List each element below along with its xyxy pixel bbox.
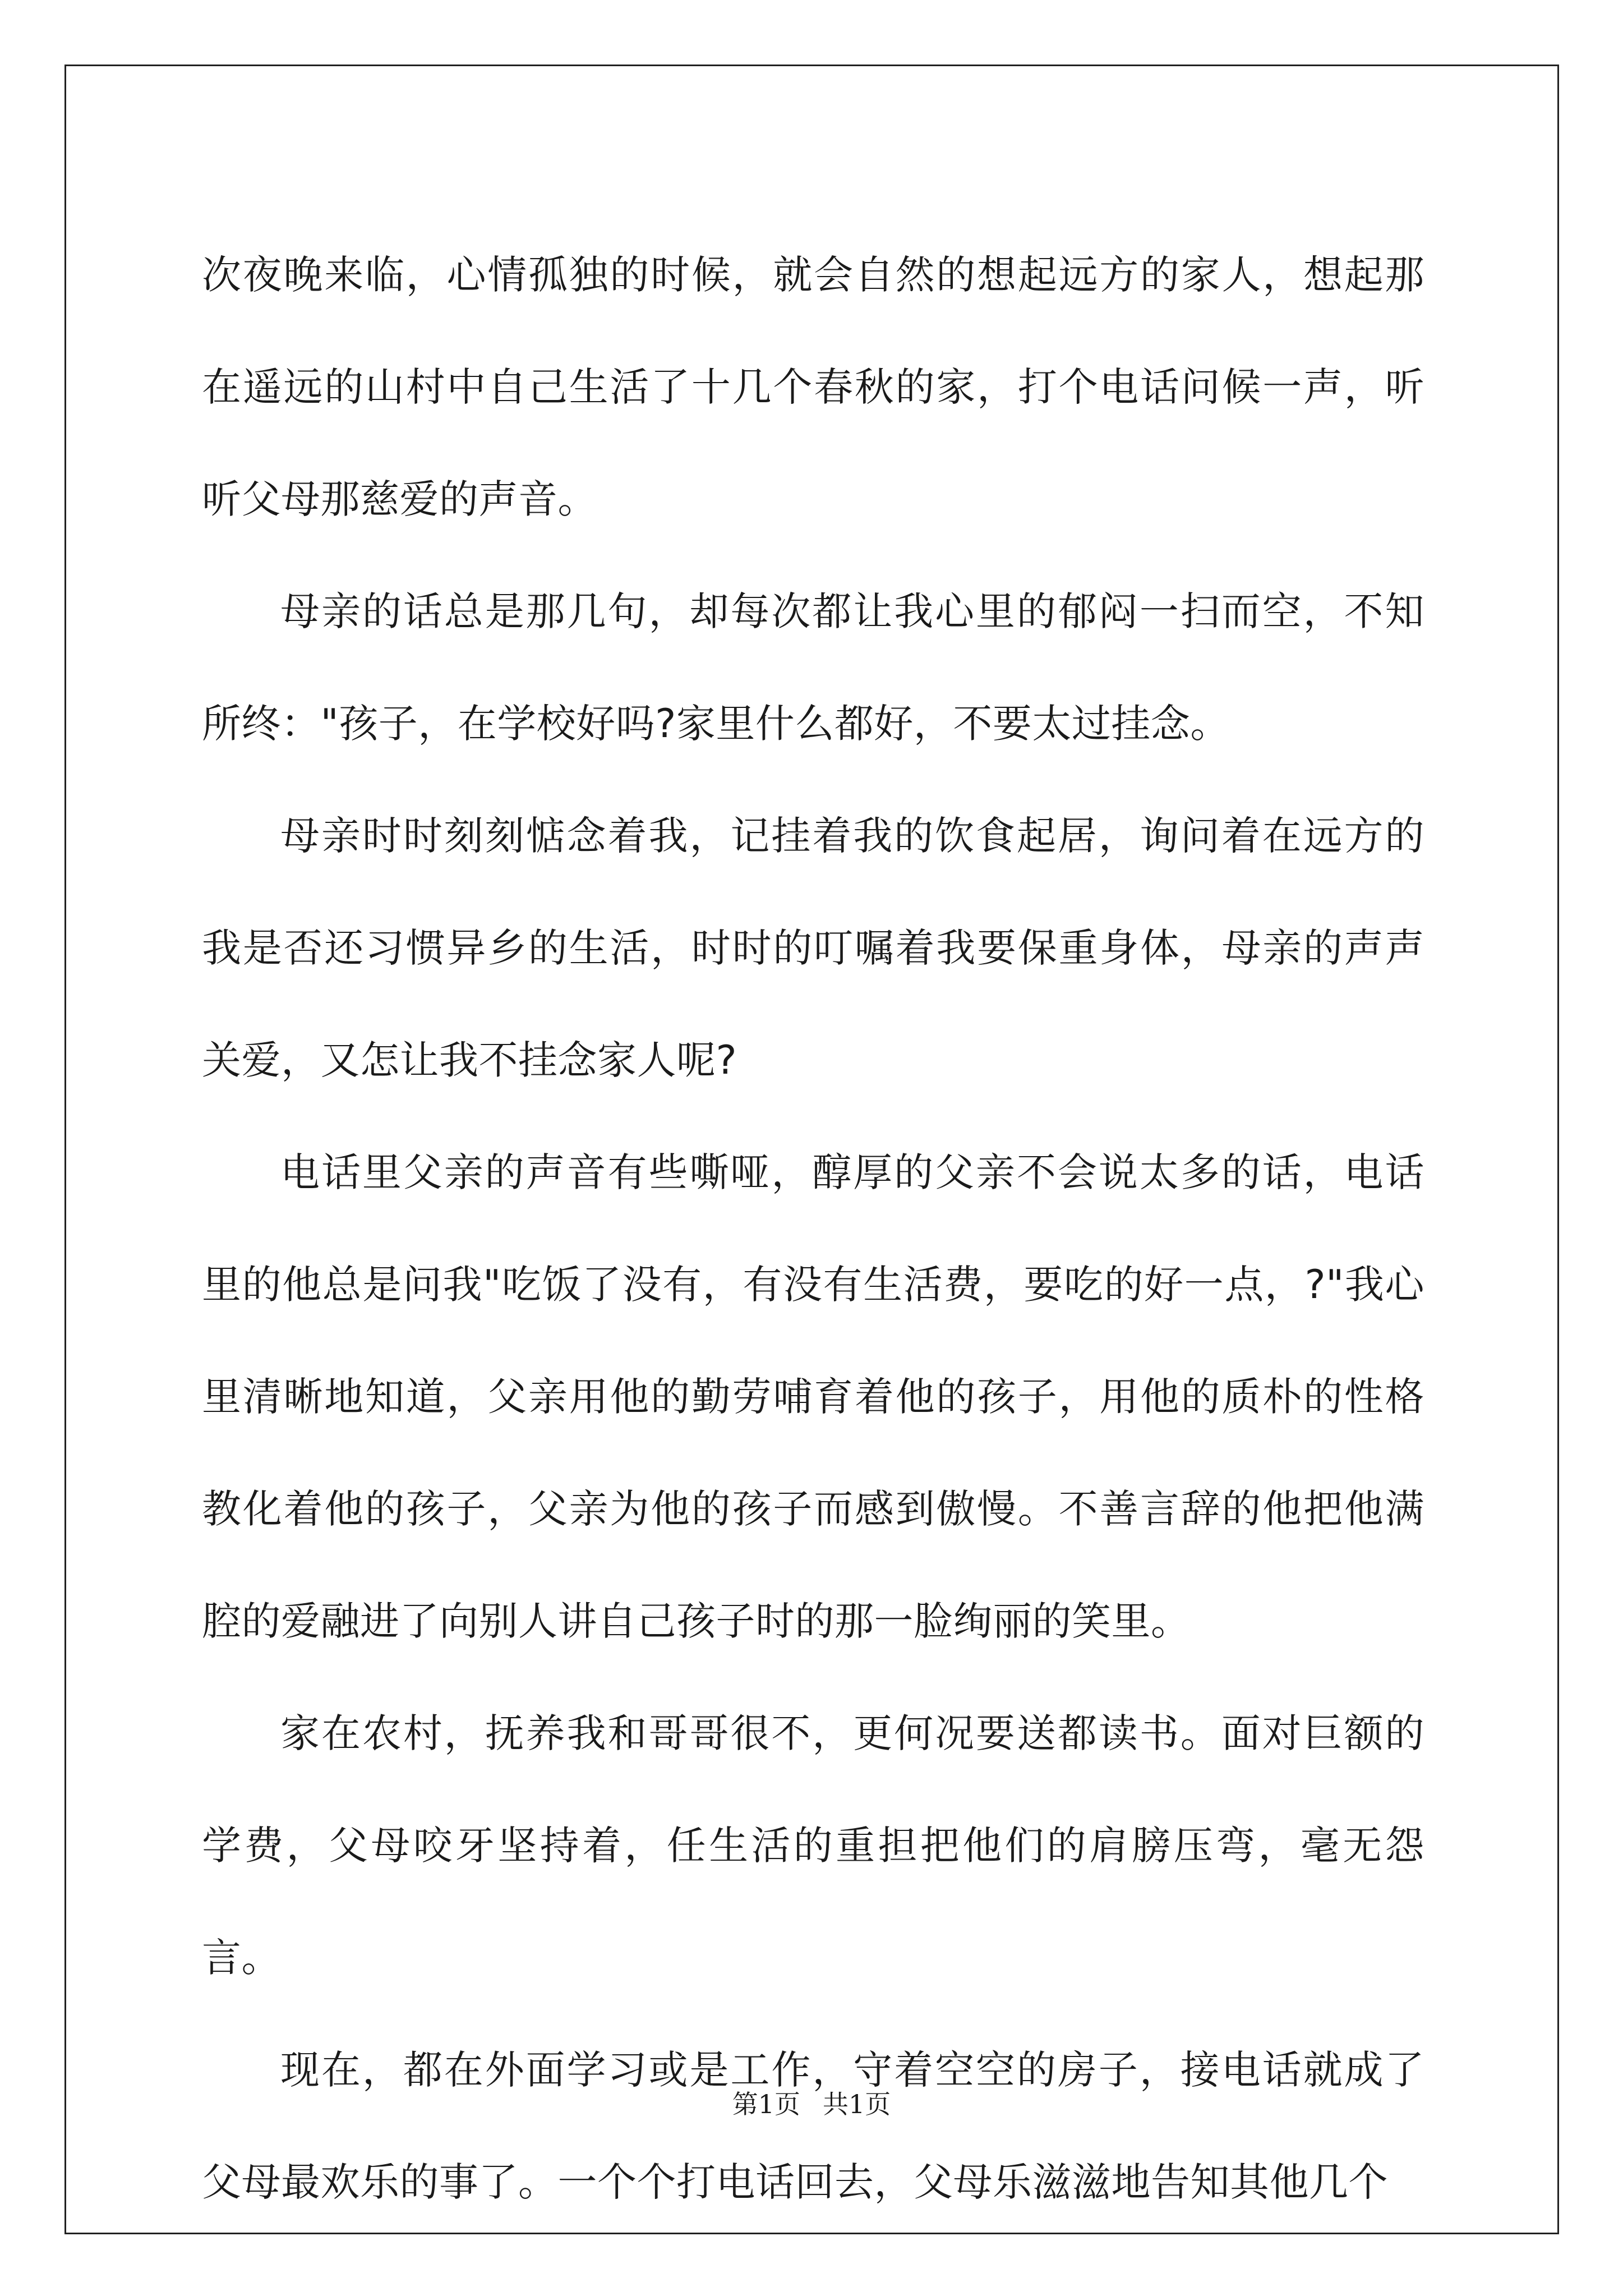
paragraph-6: 现在，都在外面学习或是工作，守着空空的房子，接电话就成了父母最欢乐的事了。一个个打电话回去，父母乐滋滋地告知其他几个 [202, 2047, 1424, 2205]
document-body [202, 219, 1424, 2238]
paragraph-5: 家在农村，抚养我和哥哥很不，更何况要送都读书。面对巨额的学费，父母咬牙坚持着，任生活的重担把他们的肩膀压弯，毫无怨言。 [202, 1710, 1424, 1981]
paragraph-2: 母亲的话总是那几句，却每次都让我心里的郁闷一扫而空，不知所终："孩子，在学校好吗?家里什么都好，不要太过挂念。 [202, 588, 1424, 747]
paragraph-4: 电话里父亲的声音有些嘶哑，醇厚的父亲不会说太多的话，电话里的他总是问我"吃饭了没有，有没有生活费，要吃的好一点，?"我心里清晰地知道，父亲用他的勤劳哺育着他的孩子，用他的质朴的性格教化着他的孩子，父亲为他的孩子而感到傲慢。不善言辞的他把他满腔的爱融进了向别人讲自己孩子时的那一脸绚丽的笑里。 [202, 1149, 1424, 1644]
page-footer [0, 2084, 1623, 2121]
paragraph-3: 母亲时时刻刻惦念着我，记挂着我的饮食起居，询问着在远方的我是否还习惯异乡的生活，时时的叮嘱着我要保重身体，母亲的声声关爱，又怎让我不挂念家人呢? [202, 813, 1424, 1083]
page-number: 第1页 [732, 2089, 800, 2119]
paragraph-1: 次夜晚来临，心情孤独的时候，就会自然的想起远方的家人，想起那在遥远的山村中自己生活了十几个春秋的家，打个电话问候一声，听听父母那慈爱的声音。 [202, 252, 1424, 522]
page-total: 共1页 [823, 2089, 891, 2119]
